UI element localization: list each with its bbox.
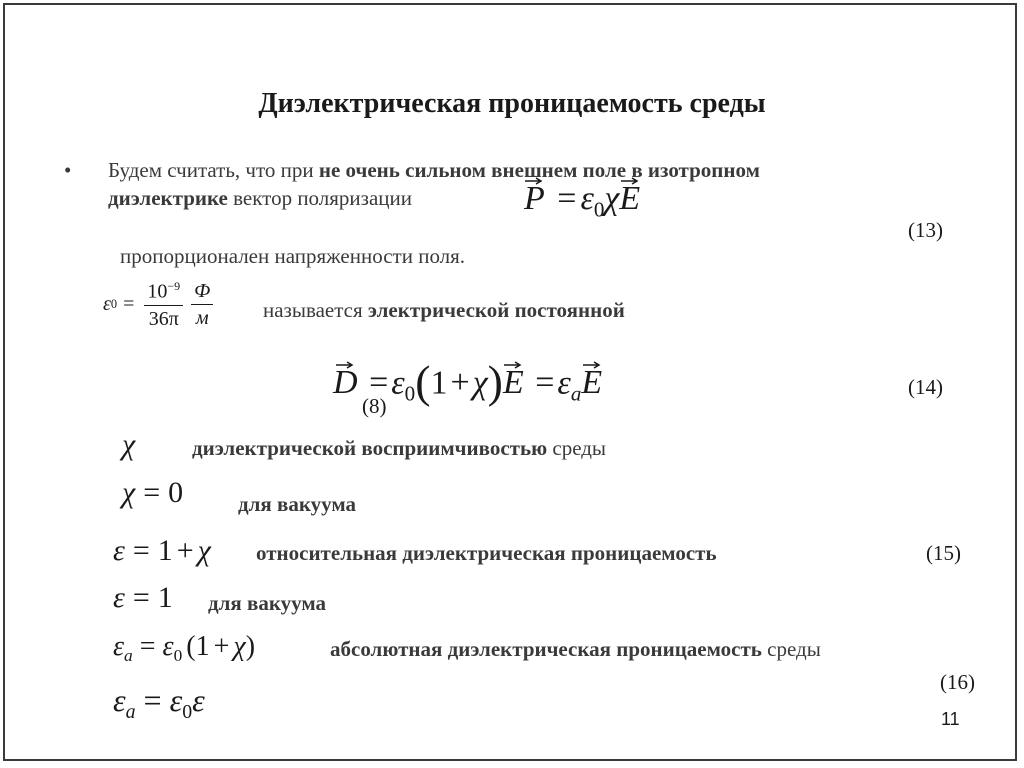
equation-number-15: (15) <box>926 541 961 565</box>
absolute-permittivity-label <box>330 637 821 662</box>
vacuum-label-1: для вакуума <box>238 492 357 516</box>
abs-equals: = <box>139 631 156 662</box>
eq15-one: 1 <box>157 534 173 567</box>
eq14-one: 1 <box>430 364 448 402</box>
eq15-plus: + <box>176 534 194 567</box>
eps0-epsilon: ε <box>103 293 111 316</box>
bullet-line-1 <box>108 158 760 183</box>
eps0-sub: 0 <box>110 297 118 312</box>
eq13-epsilon: ε <box>580 180 594 217</box>
eps0-desc-bold: электрической постоянной <box>367 298 625 322</box>
epsilon-0-definition <box>103 280 217 330</box>
chi-desc-bold: диэлектрической восприимчивостью <box>192 436 548 460</box>
eq15-chi: χ <box>197 534 211 567</box>
eq14-rparen: ) <box>487 356 503 407</box>
fraction-numeric <box>144 280 183 330</box>
eq13-equals: = <box>557 180 577 217</box>
eq16-epsilon-2: ε <box>192 682 205 718</box>
eps0-equals: = <box>123 293 135 316</box>
eq14-epsilon: ε <box>391 364 405 402</box>
equation-ref-8: (8) <box>362 394 387 418</box>
abs-sub-0: 0 <box>173 646 183 666</box>
eq13-chi: χ <box>604 180 620 217</box>
bullet-marker: • <box>64 158 72 182</box>
chi-symbol: χ <box>122 428 136 461</box>
abs-plus: + <box>213 631 230 662</box>
eps0-desc-normal: называется <box>263 298 368 322</box>
bullet-line-1-bold: не очень сильном внешнем поле в изотропном <box>318 158 760 182</box>
eps-vac-epsilon: ε <box>113 581 125 614</box>
bullet-line-3: пропорционален напряженности поля. <box>120 244 466 268</box>
eq14-sub-0: 0 <box>404 381 416 406</box>
equation-chi-vacuum <box>122 476 183 510</box>
fraction-num-1: 10 <box>147 280 168 303</box>
eq16-epsilon-0: ε <box>169 682 183 718</box>
chi-desc-normal: среды <box>547 436 607 460</box>
eq15-equals: = <box>132 534 150 567</box>
vector-p: P <box>524 180 545 218</box>
fraction-den-1: 36π <box>148 307 179 330</box>
eq14-chi: χ <box>472 364 488 402</box>
equation-number-13: (13) <box>908 218 943 242</box>
vector-e: E <box>619 180 640 218</box>
page-number: 11 <box>941 709 960 729</box>
abs-rparen: ) <box>245 631 256 662</box>
chi-description <box>192 436 606 461</box>
chi-vac-equals: = <box>143 476 161 509</box>
epsilon-0-description <box>263 298 625 323</box>
slide-title: Диэлектрическая проницаемость среды <box>258 88 766 119</box>
abs-sub-a: a <box>124 646 133 666</box>
vector-e-2: E <box>503 364 524 402</box>
fraction-den-2: м <box>195 307 209 330</box>
equation-absolute <box>113 631 255 666</box>
eq14-equals-1: = <box>369 364 389 402</box>
abs-desc-normal: среды <box>761 637 821 661</box>
abs-epsilon: ε <box>113 631 125 662</box>
vacuum-label-2: для вакуума <box>208 591 327 615</box>
eq16-equals: = <box>143 682 162 718</box>
bullet-line-2 <box>108 186 412 211</box>
eq14-lparen: ( <box>415 356 431 407</box>
equation-15 <box>113 534 211 568</box>
eq14-sub-a: a <box>570 381 582 406</box>
vector-e-3: E <box>581 364 602 402</box>
chi-vac-chi: χ <box>122 476 136 509</box>
eq16-sub-0: 0 <box>182 700 193 723</box>
eq13-sub-0: 0 <box>593 197 605 222</box>
fraction-exponent: −9 <box>167 279 181 293</box>
equation-13 <box>524 180 640 222</box>
abs-desc-bold: абсолютная диэлектрическая проницаемость <box>330 637 762 661</box>
chi-vac-zero: 0 <box>168 476 184 509</box>
eq14-plus: + <box>450 364 470 402</box>
fraction-num-2: Ф <box>191 280 213 305</box>
eq16-epsilon: ε <box>113 682 126 718</box>
eps-vac-one: 1 <box>157 581 173 614</box>
vector-d: D <box>333 364 358 402</box>
equation-16 <box>113 682 205 724</box>
fraction-units <box>191 280 213 329</box>
relative-permittivity-label: относительная диэлектрическая проницаемость <box>256 541 717 565</box>
abs-chi: χ <box>233 631 246 662</box>
bullet-line-1-normal: Будем считать, что при <box>108 158 319 182</box>
eq15-epsilon: ε <box>113 534 125 567</box>
eq16-sub-a: a <box>125 700 136 723</box>
eps-vac-equals: = <box>132 581 150 614</box>
equation-number-14: (14) <box>908 375 943 399</box>
abs-lparen: ( <box>186 631 196 662</box>
equation-eps-vacuum <box>113 581 173 615</box>
eq14-epsilon-a: ε <box>557 364 571 402</box>
equation-number-16: (16) <box>940 670 975 694</box>
eq14-equals-2: = <box>535 364 555 402</box>
bullet-line-2-bold: диэлектрике <box>108 186 228 210</box>
abs-one: 1 <box>195 631 210 662</box>
abs-epsilon-0: ε <box>162 631 174 662</box>
bullet-line-2-normal: вектор поляризации <box>227 186 412 210</box>
